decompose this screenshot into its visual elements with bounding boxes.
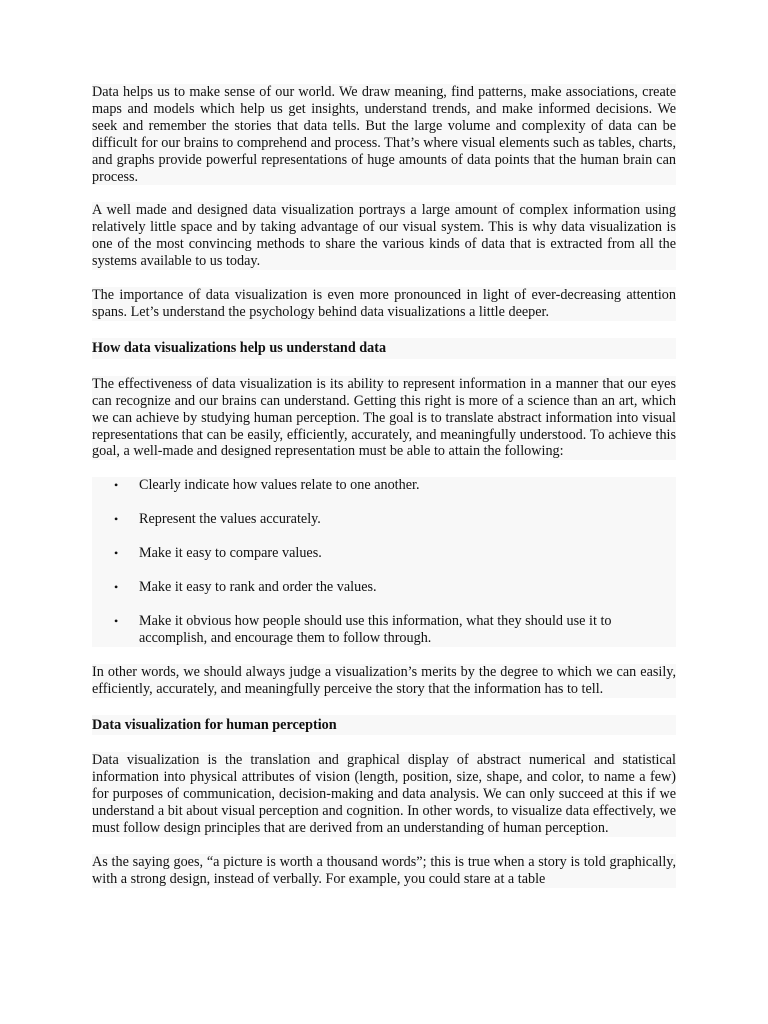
list-item xyxy=(92,545,676,562)
list-item xyxy=(92,511,676,528)
section-heading-human-perception: Data visualization for human perception xyxy=(92,715,676,736)
paragraph-importance: The importance of data visualization is even more pronounced in light of ever-decreasing attention spans. Let’s understand the psychology behind data visualizations a little deeper. xyxy=(92,287,676,320)
paragraph-intro: Data helps us to make sense of our world. We draw meaning, find patterns, make associations, create maps and models which help us get insights, understand trends, and make informed decisions. We seek and remember the stories that data tells. But the large volume and complexity of data can be difficult for our brains to comprehend and process. That’s where visual elements such as tables, charts, and graphs provide powerful representations of huge amounts of data points that the human brain can process. xyxy=(92,84,676,185)
list-item xyxy=(92,477,676,494)
section-heading-understand-data: How data visualizations help us understand data xyxy=(92,338,676,359)
paragraph-visualization-definition: A well made and designed data visualization portrays a large amount of complex information using relatively little space and by taking advantage of our visual system. This is why data visualization is one of the most convincing methods to share the various kinds of data that is extracted from all the systems available to us today. xyxy=(92,202,676,270)
paragraph-effectiveness: The effectiveness of data visualization is its ability to represent information in a manner that our eyes can recognize and our brains can understand. Getting this right is more of a science than an art, which we can achieve by studying human perception. The goal is to translate abstract information into visual representations that can be easily, efficiently, accurately, and meaningfully understood. To achieve this goal, a well-made and designed representation must be able to attain the following: xyxy=(92,375,676,460)
text-column xyxy=(92,84,676,888)
bullet-icon: • xyxy=(114,613,119,628)
list-item-text: Represent the values accurately. xyxy=(139,511,321,528)
bullet-icon: • xyxy=(114,512,119,527)
paragraph-translation: Data visualization is the translation and graphical display of abstract numerical and statistical information into physical attributes of vision (length, position, size, shape, and color, to name a few) for purposes of communication, decision-making and data analysis. We can only succeed at this if we understand a bit about visual perception and cognition. In other words, to visualize data effectively, we must follow design principles that are derived from an understanding of human perception. xyxy=(92,752,676,837)
list-item-text: Clearly indicate how values relate to one another. xyxy=(139,477,420,494)
bullet-icon: • xyxy=(114,580,119,595)
goals-bullet-list xyxy=(92,477,676,646)
list-item xyxy=(92,579,676,596)
bullet-icon: • xyxy=(114,478,119,493)
bullet-icon: • xyxy=(114,546,119,561)
list-item-text: Make it easy to compare values. xyxy=(139,545,322,562)
paragraph-judge-merits: In other words, we should always judge a visualization’s merits by the degree to which we can easily, efficiently, accurately, and meaningfully perceive the story that the information has to tell. xyxy=(92,663,676,697)
list-item xyxy=(92,613,676,647)
paragraph-picture-saying: As the saying goes, “a picture is worth a thousand words”; this is true when a story is told graphically, with a strong design, instead of verbally. For example, you could stare at a table xyxy=(92,854,676,887)
list-item-text: Make it easy to rank and order the values. xyxy=(139,579,377,596)
list-item-text: Make it obvious how people should use this information, what they should use it to accomplish, and encourage them to follow through. xyxy=(139,612,612,646)
